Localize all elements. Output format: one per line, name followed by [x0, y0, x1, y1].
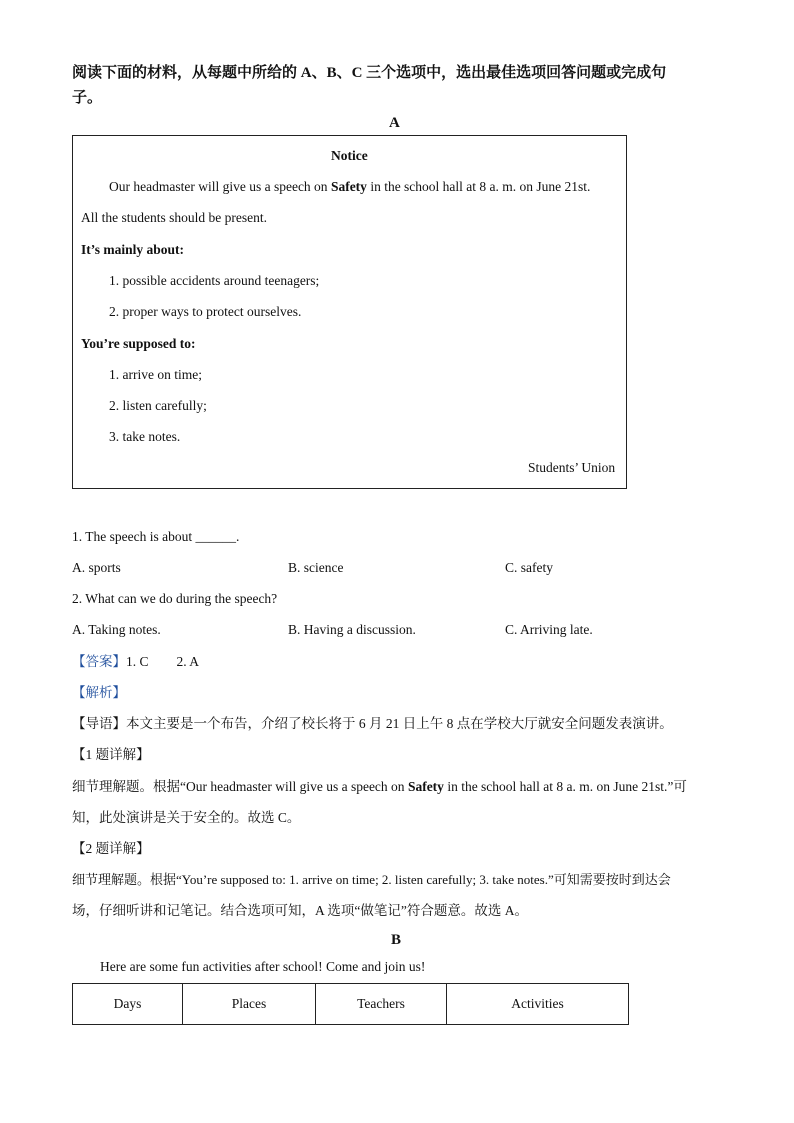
about-item: 2. proper ways to protect ourselves.	[109, 304, 302, 319]
detail-1-line-1	[72, 777, 687, 797]
detail-1-line-2: 知，此处演讲是关于安全的。故选 C。	[72, 810, 301, 825]
detail-2-line-2: 场，仔细听讲和记笔记。结合选项可知，A 选项“做笔记”符合题意。故选 A。	[72, 903, 528, 918]
notice-body-line-2: All the students should be present.	[81, 210, 267, 225]
supposed-item: 1. arrive on time;	[109, 367, 202, 382]
table-header-activities: Activities	[447, 984, 629, 1025]
notice-body-post: in the school hall at 8 a. m. on June 21st.	[366, 179, 591, 194]
question-1-option-c: C. safety	[505, 560, 553, 575]
supposed-item: 3. take notes.	[109, 429, 181, 444]
section-b-intro: Here are some fun activities after school! Come and join us!	[100, 959, 426, 974]
guide-label: 【导语】	[72, 716, 126, 731]
question-2-option-a: A. Taking notes.	[72, 622, 161, 637]
table-header-row	[73, 984, 629, 1025]
about-item: 1. possible accidents around teenagers;	[109, 273, 320, 288]
detail-1-post: in the school hall at 8 a. m. on June 21st.”可	[443, 779, 687, 794]
section-a-letter: A	[389, 115, 400, 131]
supposed-heading: You’re supposed to:	[81, 336, 196, 351]
question-1-stem: 1. The speech is about ______.	[72, 529, 240, 544]
notice-body	[109, 177, 590, 197]
question-1-option-a: A. sports	[72, 560, 121, 575]
notice-body-bold: Safety	[330, 179, 367, 194]
detail-2-line-1: 细节理解题。根据“You’re supposed to: 1. arrive on time; 2. listen carefully; 3. take notes.”可知需要按时到达会	[72, 872, 671, 887]
question-1-option-b: B. science	[288, 560, 344, 575]
analysis-label: 【解析】	[72, 685, 126, 700]
answer-1: 1. C	[126, 654, 149, 669]
notice-signature: Students’ Union	[528, 460, 616, 475]
instruction-line-1: 阅读下面的材料，从每题中所给的 A、B、C 三个选项中，选出最佳选项回答问题或完成句	[72, 65, 667, 81]
section-b-letter: B	[391, 932, 402, 948]
notice-title: Notice	[331, 148, 368, 163]
guide-text: 本文主要是一个布告，介绍了校长将于 6 月 21 日上午 8 点在学校大厅就安全问题发表演讲。	[126, 716, 673, 731]
question-2-option-c: C. Arriving late.	[505, 622, 593, 637]
answer-label: 【答案】	[72, 654, 126, 669]
answer-2: 2. A	[176, 654, 200, 669]
table-header-days: Days	[73, 984, 183, 1025]
instruction-line-2: 子。	[72, 90, 103, 106]
answer-row	[72, 652, 199, 672]
about-heading: It’s mainly about:	[81, 242, 185, 257]
notice-body-pre: Our headmaster will give us a speech on	[109, 179, 331, 194]
question-2-option-b: B. Having a discussion.	[288, 622, 416, 637]
table-header-teachers: Teachers	[316, 984, 447, 1025]
table-header-places: Places	[183, 984, 316, 1025]
detail-2-heading: 【2 题详解】	[72, 841, 150, 856]
question-2-stem: 2. What can we do during the speech?	[72, 591, 278, 606]
detail-1-bold: Safety	[407, 779, 444, 794]
detail-1-pre: 细节理解题。根据“Our headmaster will give us a speech on	[72, 779, 408, 794]
supposed-item: 2. listen carefully;	[109, 398, 207, 413]
guide-row	[72, 714, 673, 734]
activities-table	[72, 983, 629, 1025]
detail-1-heading: 【1 题详解】	[72, 747, 150, 762]
